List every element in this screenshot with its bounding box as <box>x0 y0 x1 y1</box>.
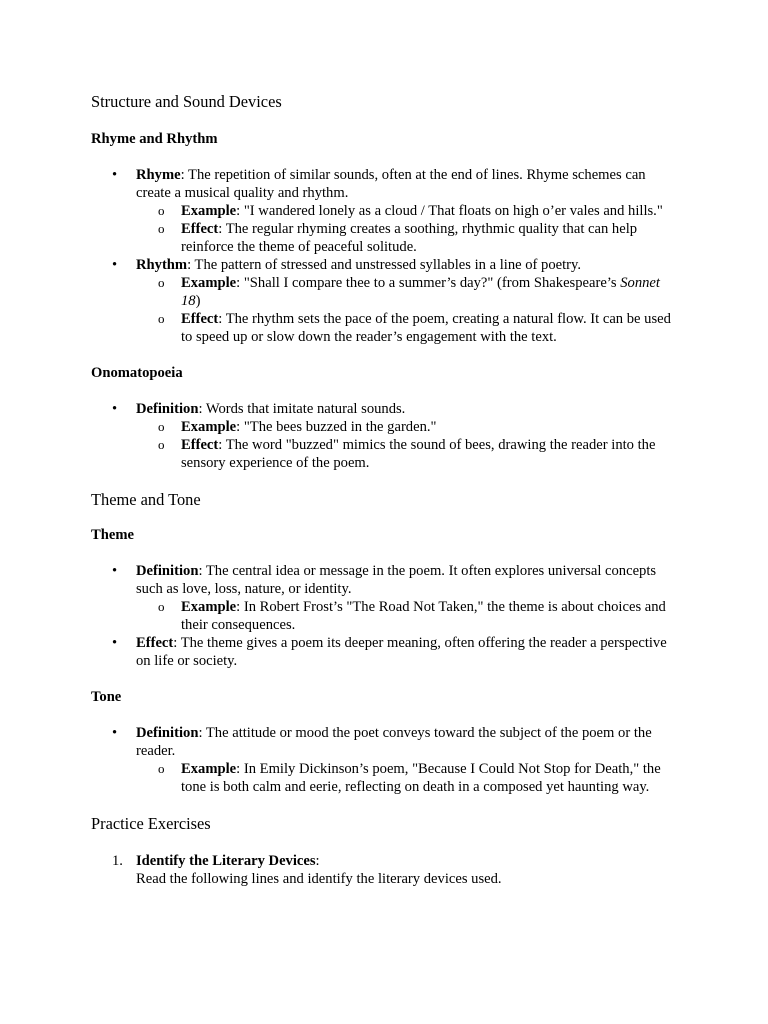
subsection-heading: Tone <box>91 689 122 705</box>
subsection-heading: Theme <box>91 527 134 543</box>
example-text: : In Robert Frost’s "The Road Not Taken," the theme is about choices and their consequences. <box>181 599 666 633</box>
term: Example <box>181 761 237 777</box>
sub-list <box>136 274 683 346</box>
term: Example <box>181 419 237 435</box>
sub-list <box>136 598 683 634</box>
bullet-icon: • <box>112 401 118 417</box>
list-item <box>91 724 683 796</box>
list-number: 1. <box>112 853 123 869</box>
circle-bullet-icon: o <box>158 311 165 326</box>
punctuation: : <box>315 853 320 869</box>
definition-text: : The repetition of similar sounds, often at the end of lines. Rhyme schemes can create a musical quality and rhythm. <box>136 167 646 201</box>
exercise-instructions: Read the following lines and identify the literary devices used. <box>136 871 502 887</box>
bullet-icon: • <box>112 167 118 183</box>
definition-text: : Words that imitate natural sounds. <box>198 401 406 417</box>
term: Rhyme <box>136 167 181 183</box>
example-text: : "The bees buzzed in the garden." <box>236 419 437 435</box>
sub-list-item <box>91 202 683 220</box>
term: Effect <box>181 311 219 327</box>
term: Example <box>181 599 237 615</box>
sub-list-item <box>91 760 683 796</box>
sub-list <box>136 418 683 472</box>
list-item <box>91 634 683 670</box>
sub-list-item <box>91 220 683 256</box>
example-text-close: ) <box>195 293 201 309</box>
list-item <box>91 166 683 256</box>
section-heading: Practice Exercises <box>91 814 211 833</box>
work-title: Sonnet 18 <box>181 275 660 309</box>
example-text: : In Emily Dickinson’s poem, "Because I Could Not Stop for Death," the tone is both calm and eerie, reflecting on death in a composed yet haunting way. <box>181 761 661 795</box>
definition-text: : The central idea or message in the poem. It often explores universal concepts such as love, loss, nature, or identity. <box>136 563 657 597</box>
document-page <box>91 92 683 888</box>
subsection-heading: Onomatopoeia <box>91 365 183 381</box>
sub-list-item <box>91 418 683 436</box>
sub-list-item <box>91 310 683 346</box>
bullet-icon: • <box>112 635 118 651</box>
term: Definition <box>136 401 199 417</box>
circle-bullet-icon: o <box>158 203 165 218</box>
circle-bullet-icon: o <box>158 437 165 452</box>
effect-text: : The rhythm sets the pace of the poem, creating a natural flow. It can be used to speed up or slow down the reader’s engagement with the text. <box>181 311 671 345</box>
term: Definition <box>136 563 199 579</box>
circle-bullet-icon: o <box>158 275 165 290</box>
circle-bullet-icon: o <box>158 221 165 236</box>
term: Example <box>181 275 237 291</box>
circle-bullet-icon: o <box>158 599 165 614</box>
term: Effect <box>181 221 219 237</box>
example-text: : "Shall I compare thee to a summer’s day?" (from Shakespeare’s <box>236 275 621 291</box>
bullet-list <box>91 562 683 670</box>
sub-list <box>136 202 683 256</box>
sub-list-item <box>91 436 683 472</box>
term: Rhythm <box>136 257 188 273</box>
bullet-icon: • <box>112 257 118 273</box>
bullet-icon: • <box>112 563 118 579</box>
list-item <box>91 562 683 634</box>
subsection-heading: Rhyme and Rhythm <box>91 131 218 147</box>
term: Definition <box>136 725 199 741</box>
sub-list-item <box>91 274 683 310</box>
term: Effect <box>136 635 174 651</box>
example-text: : "I wandered lonely as a cloud / That floats on high o’er vales and hills." <box>236 203 663 219</box>
bullet-icon: • <box>112 725 118 741</box>
bullet-list <box>91 400 683 472</box>
section-heading: Structure and Sound Devices <box>91 92 282 111</box>
term: Example <box>181 203 237 219</box>
definition-text: : The pattern of stressed and unstressed syllables in a line of poetry. <box>187 257 582 273</box>
effect-text: : The theme gives a poem its deeper meaning, often offering the reader a perspective on life or society. <box>136 635 667 669</box>
sub-list <box>136 760 683 796</box>
numbered-list <box>91 852 683 888</box>
circle-bullet-icon: o <box>158 761 165 776</box>
sub-list-item <box>91 598 683 634</box>
effect-text: : The regular rhyming creates a soothing, rhythmic quality that can help reinforce the theme of peaceful solitude. <box>181 221 638 255</box>
bullet-list <box>91 166 683 346</box>
exercise-title: Identify the Literary Devices <box>136 853 316 869</box>
circle-bullet-icon: o <box>158 419 165 434</box>
section-heading: Theme and Tone <box>91 490 201 509</box>
term: Effect <box>181 437 219 453</box>
effect-text: : The word "buzzed" mimics the sound of bees, drawing the reader into the sensory experience of the poem. <box>181 437 656 471</box>
definition-text: : The attitude or mood the poet conveys toward the subject of the poem or the reader. <box>136 725 652 759</box>
list-item <box>91 852 683 888</box>
list-item <box>91 256 683 346</box>
bullet-list <box>91 724 683 796</box>
list-item <box>91 400 683 472</box>
